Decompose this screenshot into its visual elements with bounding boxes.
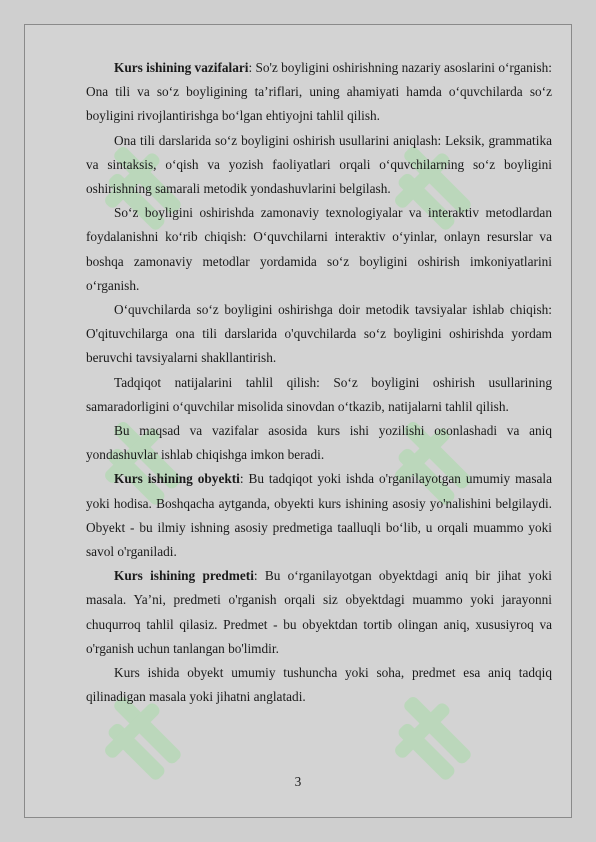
paragraph: Tadqiqot natijalarini tahlil qilish: So‘z boyligini oshirish usullarining samaradorligini o‘quvchilar misolida sinovdan o‘tkazib, natijalarni tahlil qilish. xyxy=(86,374,552,414)
heading-object: Kurs ishining obyekti xyxy=(114,471,240,487)
paragraph-subject: Kurs ishining predmeti: Bu o‘rganilayotgan obyektdagi aniq bir jihat yoki masala. Ya’ni, predmeti o'rganish orqali siz obyektdagi muammo yoki jarayonni chuqurroq tahlil qilasiz. Predmet - bu obyektdan tortib olingan aniq, xususiyroq va o'rganish uchun tanlangan bo'limdir. xyxy=(86,568,552,656)
paragraph: Ona tili darslarida so‘z boyligini oshirish usullarini aniqlash: Leksik, grammatika va sintaksis, o‘qish va yozish faoliyatlari orqali o‘quvchilarning so‘z boyligini oshirishning samarali metodik yondashuvlarini belgilash. xyxy=(86,132,552,197)
paragraph: So‘z boyligini oshirishda zamonaviy texnologiyalar va interaktiv metodlardan foydalanishni ko‘rib chiqish: O‘quvchilarni interaktiv o‘yinlar, onlayn resurslar va boshqa zamonaviy metodlar yordamida so‘z boyligini oshirish imkoniyatlarini o‘rganish. xyxy=(86,205,552,293)
heading-subject: Kurs ishining predmeti xyxy=(114,568,254,584)
paragraph: O‘quvchilarda so‘z boyligini oshirishga doir metodik tavsiyalar ishlab chiqish: O'qituvchilarga ona tili darslarida o'quvchilarda so‘z boyligini oshirishda yordam beruvchi tavsiyalarni shakllantirish. xyxy=(86,302,552,366)
page-number: 3 xyxy=(294,774,302,789)
heading-tasks: Kurs ishining vazifalari xyxy=(114,60,249,75)
document-body xyxy=(86,56,552,709)
paragraph-tasks: Kurs ishining vazifalari: So'z boyligini oshirishning nazariy asoslarini o‘rganish: Ona tili va so‘z boyligining ta’riflari, uning ahamiyati hamda o‘quvchilarda so‘z boyligini rivojlantirishga bo‘lgan ehtiyojni tahlil qilish. xyxy=(86,60,552,124)
paragraph: Bu maqsad va vazifalar asosida kurs ishi yozilishi osonlashadi va aniq yondashuvlar ishlab chiqishga imkon beradi. xyxy=(86,423,552,463)
paragraph: Kurs ishida obyekt umumiy tushuncha yoki soha, predmet esa aniq tadqiq qilinadigan masala yoki jihatni anglatadi. xyxy=(86,665,552,705)
paragraph-object: Kurs ishining obyekti: Bu tadqiqot yoki ishda o'rganilayotgan umumiy masala yoki hodisa. Boshqacha aytganda, obyekti kurs ishining asosiy yo'nalishini belgilaydi. Obyekt - bu ilmiy ishning asosiy predmetiga taalluqli bo‘lib, u orqali muammo yoki savol o'rganiladi. xyxy=(86,471,552,560)
